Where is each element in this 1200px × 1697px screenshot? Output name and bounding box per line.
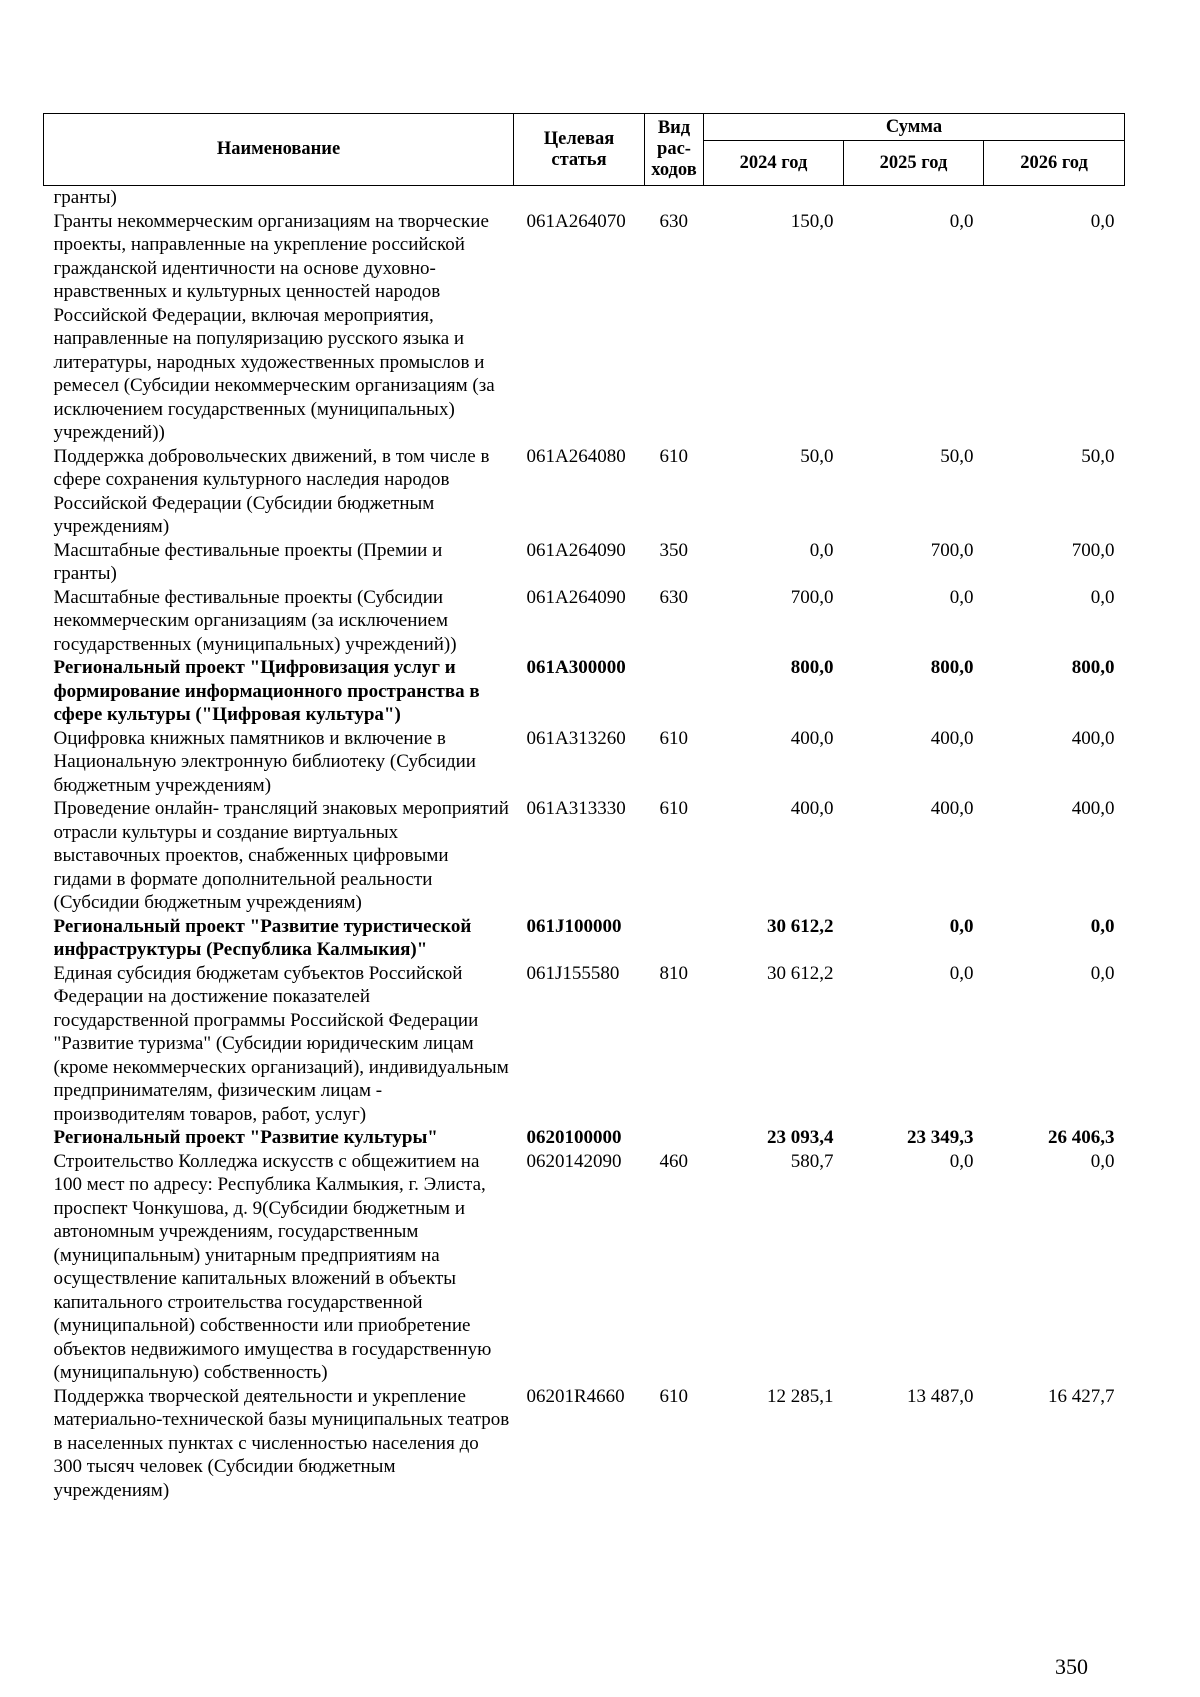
row-name: Региональный проект "Развитие туристической инфраструктуры (Республика Калмыкия)" — [53, 915, 472, 960]
row-2026: 0,0 — [1090, 1150, 1115, 1172]
row-code: 0620100000 — [526, 1127, 622, 1148]
row-2024: 400,0 — [790, 798, 834, 819]
row-2024: 23 093,4 — [767, 1127, 834, 1148]
table-row-section — [44, 1126, 1125, 1150]
row-name: Строительство Колледжа искусств с общежитием на 100 мест по адресу: Республика Калмыкия, г. Элиста, проспект Чонкушова, д. 9(Субсидии бюджетным и автономным учреждениям, государственным (муниципальным) унитарным предприятиям на осуществление капитальных вложений в объекты капитального строительства государственной (муниципальной) собственности или приобретение объектов недвижимого имущества в государственную (муниципальную) собственность) — [53, 1150, 492, 1383]
row-kind — [645, 656, 704, 727]
table-row-section — [44, 915, 1125, 962]
col-header-target: Целевая статья — [514, 114, 645, 186]
row-2026 — [984, 186, 1125, 210]
row-code: 061J155580 — [526, 962, 620, 984]
row-code: 061A264090 — [526, 539, 626, 561]
row-2026: 0,0 — [1090, 962, 1115, 984]
row-2026: 16 427,7 — [1048, 1385, 1115, 1407]
row-name: Поддержка добровольческих движений, в том числе в сфере сохранения культурного наследия народов Российской Федерации (Субсидии бюджетным учреждениям) — [53, 445, 490, 537]
row-2024: 12 285,1 — [767, 1385, 834, 1407]
table-row — [44, 539, 1125, 586]
row-code: 061A264090 — [526, 586, 626, 608]
row-2024: 580,7 — [790, 1150, 834, 1172]
row-2026: 0,0 — [1090, 210, 1115, 232]
row-kind: 610 — [659, 445, 688, 467]
row-2024: 50,0 — [800, 445, 834, 467]
row-2024: 30 612,2 — [767, 962, 834, 984]
row-2026: 50,0 — [1081, 445, 1115, 467]
row-code: 06201R4660 — [526, 1385, 625, 1407]
row-code — [514, 186, 645, 210]
row-2025: 0,0 — [949, 1150, 974, 1172]
row-name: Масштабные фестивальные проекты (Субсидии некоммерческим организациям (за исключением государственных (муниципальных) учреждений)) — [53, 586, 457, 655]
row-kind: 630 — [659, 210, 688, 232]
row-kind: 610 — [659, 1385, 688, 1407]
row-name: гранты) — [53, 187, 117, 208]
table-row — [44, 586, 1125, 657]
table-row — [44, 445, 1125, 539]
col-header-2026: 2026 год — [984, 141, 1125, 186]
row-2026: 400,0 — [1071, 727, 1115, 749]
row-2026: 26 406,3 — [1048, 1127, 1115, 1148]
row-2025 — [844, 186, 984, 210]
row-code: 061A264070 — [526, 210, 626, 232]
row-2024: 0,0 — [809, 539, 834, 561]
row-kind — [645, 1126, 704, 1150]
row-2024: 800,0 — [790, 657, 834, 678]
row-name: Оцифровка книжных памятников и включение в Национальную электронную библиотеку (Субсидии бюджетным учреждениям) — [53, 727, 476, 796]
row-name: Поддержка творческой деятельности и укрепление материально-технической базы муниципальных театров в населенных пунктах с численностью населения до 300 тысяч человек (Субсидии бюджетным учреждениям) — [53, 1385, 510, 1501]
table-row — [44, 186, 1125, 210]
row-code: 061A264080 — [526, 445, 626, 467]
row-2025: 50,0 — [940, 445, 974, 467]
row-name: Региональный проект "Цифровизация услуг и формирование информационного пространства в сфере культуры ("Цифровая культура") — [53, 657, 480, 725]
row-2024: 30 612,2 — [767, 915, 834, 937]
table-row — [44, 1150, 1125, 1385]
table-row — [44, 210, 1125, 445]
row-2025: 0,0 — [949, 586, 974, 608]
table-row — [44, 1385, 1125, 1503]
row-code: 0620142090 — [526, 1150, 622, 1172]
table-body — [44, 186, 1125, 1503]
row-kind: 810 — [659, 962, 688, 984]
row-2024 — [704, 186, 844, 210]
row-name: Проведение онлайн- трансляций знаковых мероприятий отрасли культуры и создание виртуальных выставочных проектов, снабженных цифровыми гидами в формате дополнительной реальности (Субсидии бюджетным учреждениям) — [53, 798, 509, 913]
row-2025: 800,0 — [930, 657, 974, 678]
row-kind: 630 — [659, 586, 688, 608]
row-2025: 0,0 — [949, 962, 974, 984]
row-2025: 0,0 — [949, 210, 974, 232]
row-2025: 23 349,3 — [907, 1127, 974, 1148]
row-2024: 700,0 — [790, 586, 834, 608]
row-kind — [645, 915, 704, 962]
row-name: Масштабные фестивальные проекты (Премии и гранты) — [53, 539, 443, 584]
row-code: 061J100000 — [526, 915, 622, 937]
row-2024: 400,0 — [790, 727, 834, 749]
row-kind: 350 — [659, 539, 688, 561]
row-name: Единая субсидия бюджетам субъектов Российской Федерации на достижение показателей государственной программы Российской Федерации "Развитие туризма" (Субсидии юридическим лицам (кроме некоммерческих организаций), индивидуальным предпринимателям, физическим лицам - производителям товаров, работ, услуг) — [53, 962, 509, 1125]
col-header-2024: 2024 год — [704, 141, 844, 186]
table-row — [44, 962, 1125, 1127]
col-header-2025: 2025 год — [844, 141, 984, 186]
page-number: 350 — [1055, 1654, 1088, 1679]
row-code: 061A313260 — [526, 727, 626, 749]
row-2026: 400,0 — [1071, 798, 1115, 819]
table-row-section — [44, 656, 1125, 727]
row-kind: 610 — [659, 727, 688, 749]
row-2024: 150,0 — [790, 210, 834, 232]
col-header-sum: Сумма — [704, 114, 1125, 141]
row-name: Гранты некоммерческим организациям на творческие проекты, направленные на укрепление российской гражданской идентичности на основе духовно-нравственных и культурных ценностей народов Российской Федерации, включая мероприятия, направленные на популяризацию русского языка и литературы, народных художественных промыслов и ремесел (Субсидии некоммерческим организациям (за исключением государственных (муниципальных) учреждений)) — [53, 210, 495, 443]
row-2025: 400,0 — [930, 798, 974, 819]
row-code: 061A313330 — [526, 798, 626, 819]
row-2026: 0,0 — [1090, 586, 1115, 608]
table-row — [44, 797, 1125, 915]
row-code: 061A300000 — [526, 657, 626, 678]
table-row — [44, 727, 1125, 798]
row-2025: 0,0 — [949, 915, 974, 937]
row-2026: 700,0 — [1071, 539, 1115, 561]
table-header — [44, 114, 1125, 186]
row-kind: 460 — [659, 1150, 688, 1172]
row-kind — [645, 186, 704, 210]
budget-table — [43, 113, 1125, 1502]
row-2026: 0,0 — [1090, 915, 1115, 937]
row-name: Региональный проект "Развитие культуры" — [53, 1127, 438, 1148]
row-2026: 800,0 — [1071, 657, 1115, 678]
col-header-name: Наименование — [44, 114, 514, 186]
row-kind: 610 — [659, 798, 688, 819]
col-header-kind: Вид рас-ходов — [645, 114, 704, 186]
row-2025: 400,0 — [930, 727, 974, 749]
row-2025: 700,0 — [930, 539, 974, 561]
row-2025: 13 487,0 — [907, 1385, 974, 1407]
